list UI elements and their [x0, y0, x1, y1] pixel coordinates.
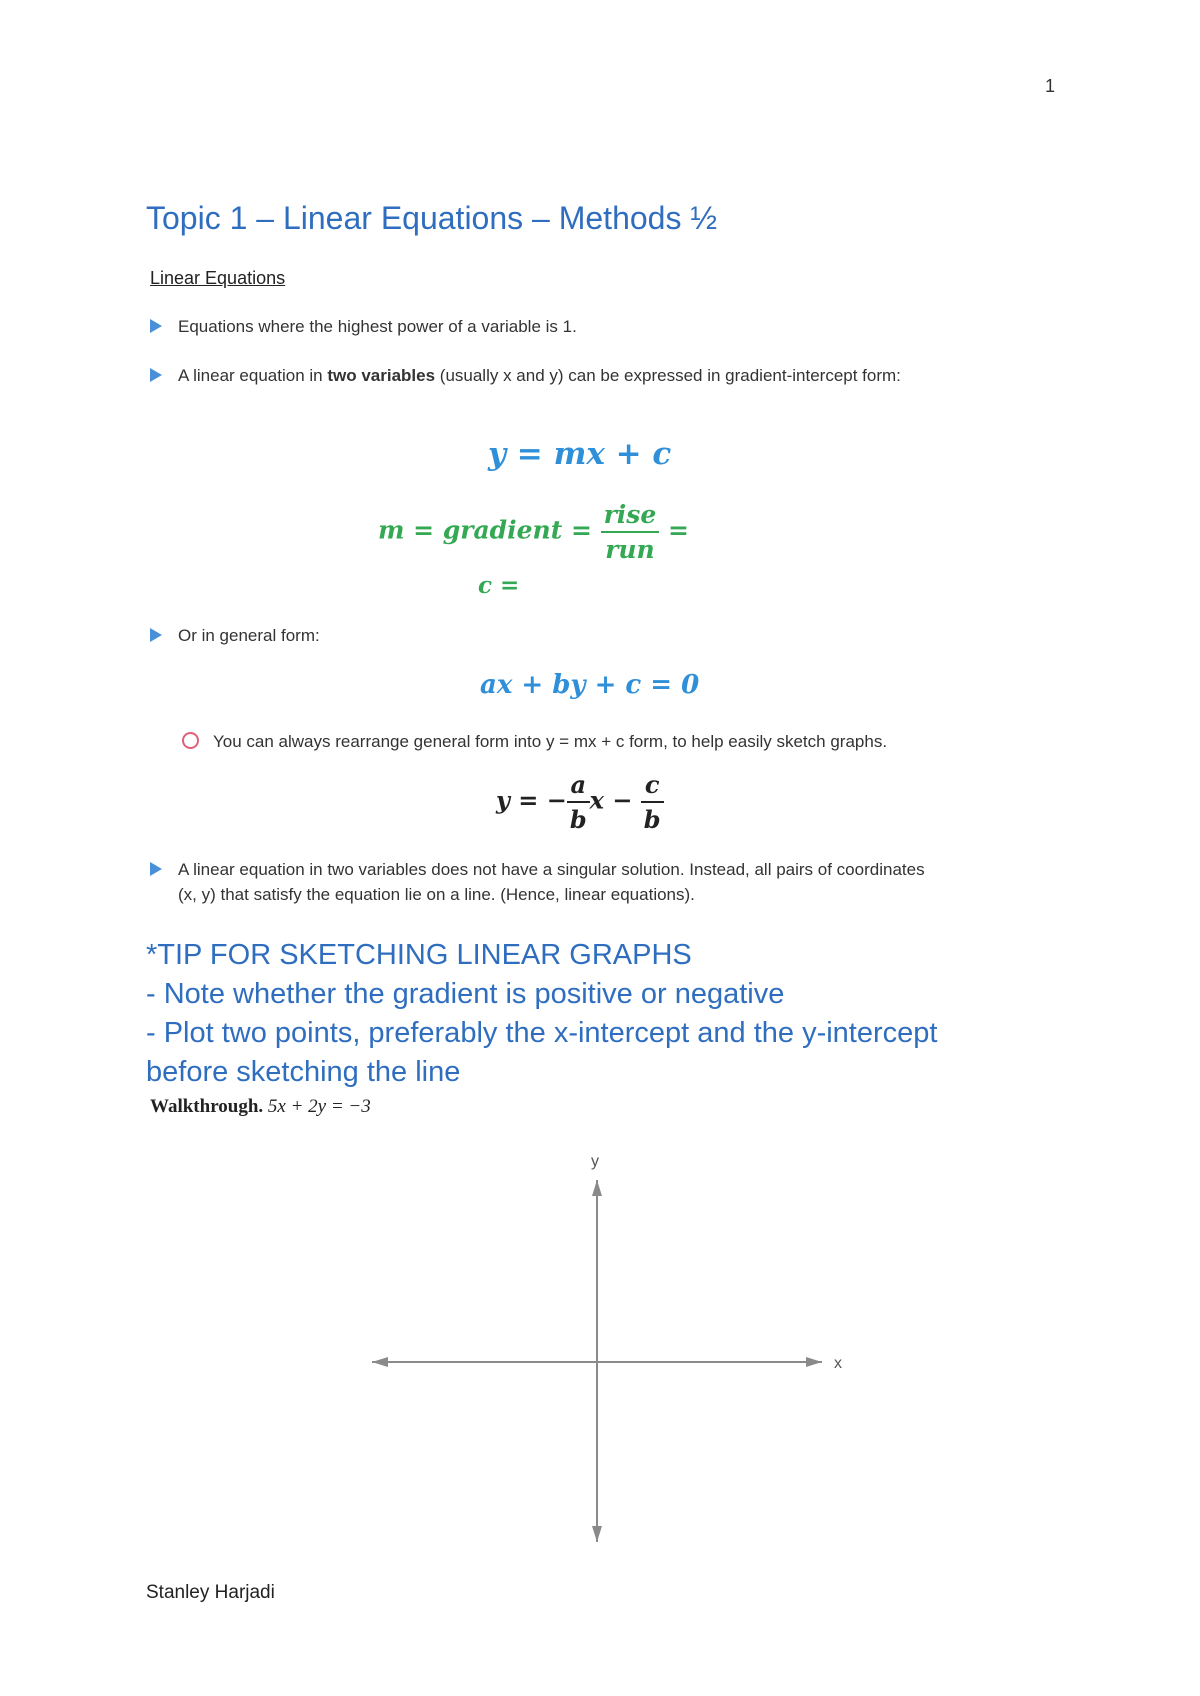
walkthrough-label: Walkthrough.: [150, 1096, 264, 1117]
bullet-text-post: (usually x and y) can be expressed in gradient-intercept form:: [435, 366, 901, 385]
bullet-no-singular-solution-cont: (x, y) that satisfy the equation lie on a line. (Hence, linear equations).: [178, 885, 695, 904]
fraction-rise: rise: [601, 500, 660, 533]
y-axis-bottom-arrow: [592, 1526, 602, 1542]
fraction-b: b: [569, 805, 587, 834]
tip-heading: *TIP FOR SKETCHING LINEAR GRAPHS: [146, 939, 692, 971]
x-axis-left-arrow: [372, 1357, 388, 1367]
x-axis-label: x: [834, 1355, 842, 1372]
fraction-c: c: [641, 770, 664, 803]
equation-intercept: c =: [478, 572, 520, 599]
equation-general-form: ax + by + c = 0: [480, 670, 700, 700]
fraction-b: b: [643, 805, 661, 834]
bullet-text: Equations where the highest power of a variable is 1.: [178, 317, 577, 336]
fraction-run: run: [605, 535, 655, 564]
page-number: 1: [1045, 76, 1056, 96]
gradient-equals: =: [668, 515, 689, 545]
note-text: You can always rearrange general form into y = mx + c form, to help easily sketch graphs.: [213, 732, 888, 751]
walkthrough-equation: 5x + 2y = −3: [267, 1096, 371, 1117]
footer-author: Stanley Harjadi: [146, 1582, 275, 1603]
y-axis-label: y: [591, 1153, 599, 1170]
bullet-text-bold: two variables: [327, 366, 436, 385]
bullet-text-line1: A linear equation in two variables does not have a singular solution. Instead, all pairs of coordinates: [178, 860, 925, 879]
gradient-label: m = gradient =: [378, 515, 592, 545]
rearr-left: y = −: [496, 785, 567, 815]
fraction-a: a: [567, 770, 590, 803]
equation-gradient-intercept: y = mx + c: [488, 436, 672, 472]
section-heading: Linear Equations: [150, 268, 286, 288]
y-axis-top-arrow: [592, 1180, 602, 1196]
page-title: Topic 1 – Linear Equations – Methods ½: [146, 200, 718, 236]
tip-line-sketch: before sketching the line: [146, 1056, 461, 1088]
rearr-mid: x −: [589, 785, 633, 815]
x-axis-right-arrow: [806, 1357, 822, 1367]
bullet-text: Or in general form:: [178, 626, 320, 645]
tip-line-gradient: - Note whether the gradient is positive or negative: [146, 978, 785, 1010]
bullet-text-pre: A linear equation in: [178, 366, 328, 385]
tip-line-points: - Plot two points, preferably the x-intercept and the y-intercept: [146, 1017, 938, 1049]
